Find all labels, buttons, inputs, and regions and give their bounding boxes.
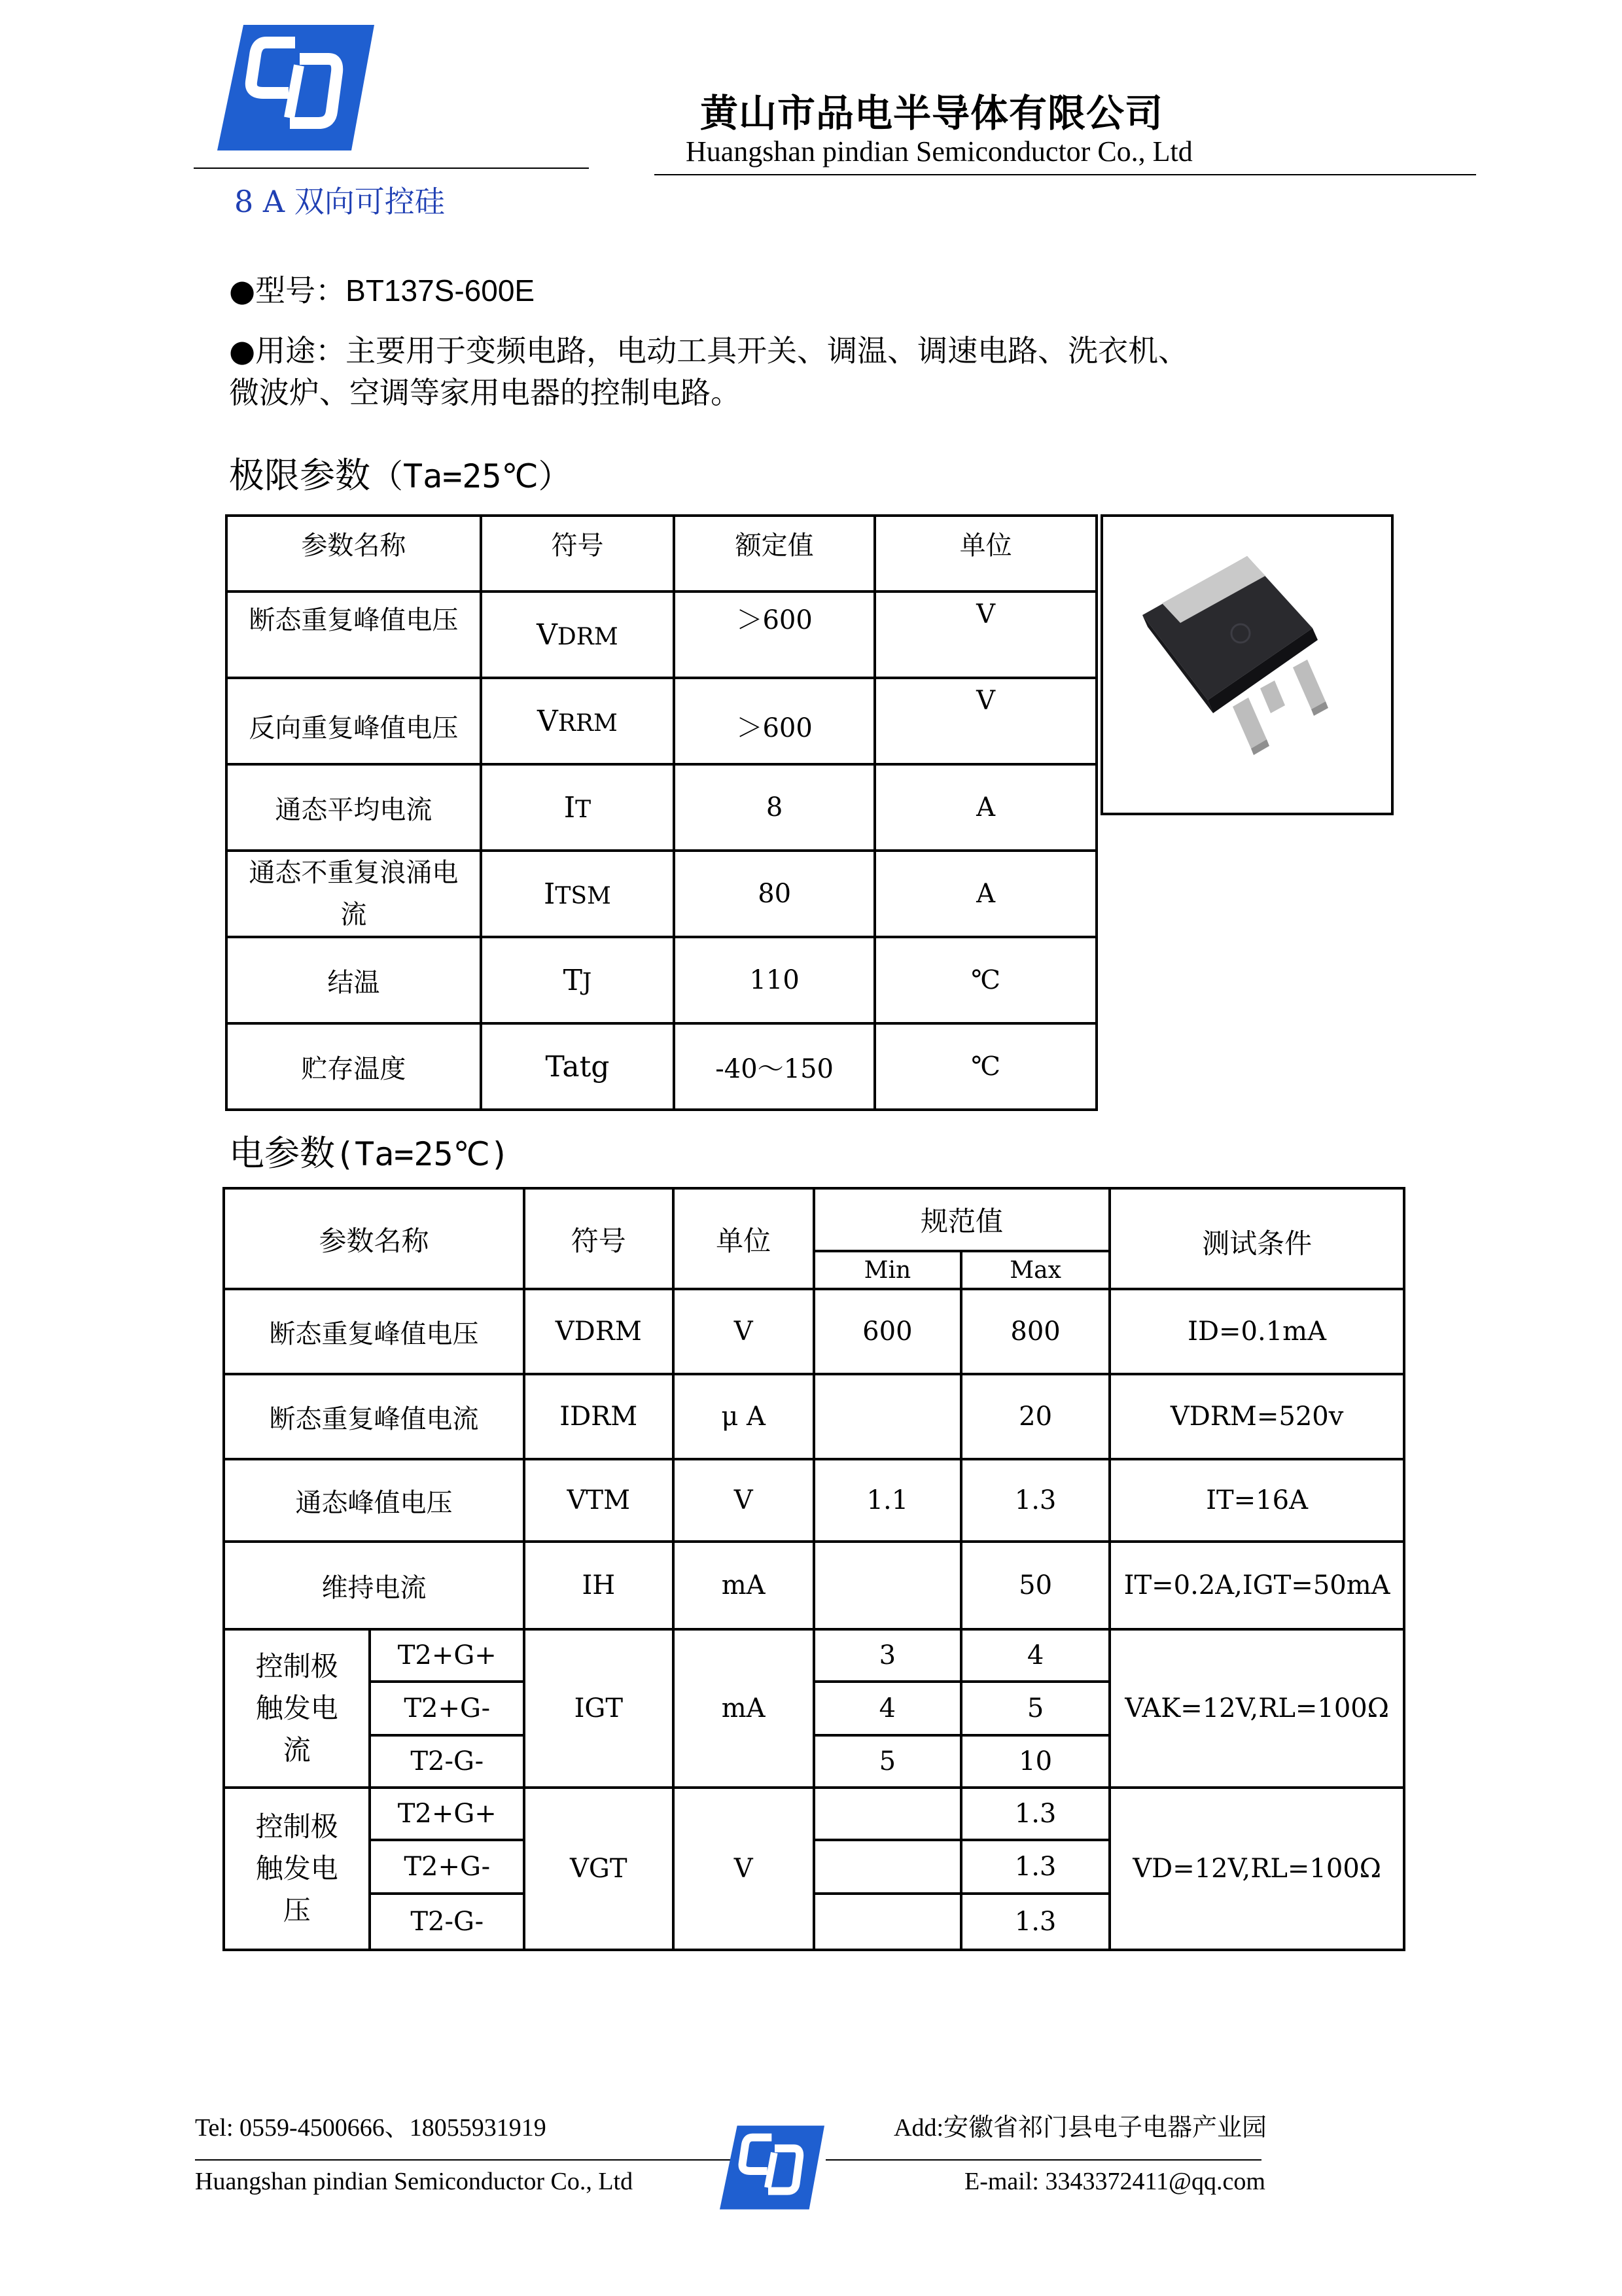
elec-table	[222, 1187, 1405, 1951]
igt-name: 控制极触发电流	[224, 1629, 370, 1788]
igt-min: 3	[814, 1629, 961, 1682]
usage-line-1: ●用途：主要用于变频电路，电动工具开关、调温、调速电路、洗衣机、	[229, 333, 1189, 368]
product-photo	[1101, 514, 1394, 815]
limits-row	[226, 764, 1097, 851]
footer-address: Add:安徽省祁门县电子电器产业园	[894, 2114, 1267, 2142]
elec-cell-min: 1.1	[814, 1459, 961, 1542]
elec-header-name: 参数名称	[224, 1188, 524, 1289]
limits-cell-unit: ℃	[875, 1023, 1097, 1110]
limits-cell-unit: A	[875, 851, 1097, 937]
elec-header-symbol: 符号	[524, 1188, 673, 1289]
igt-max: 4	[961, 1629, 1110, 1682]
vgt-unit: V	[673, 1788, 814, 1950]
limits-row	[226, 937, 1097, 1023]
footer-rule-left	[195, 2159, 732, 2161]
vgt-mode: T2+G+	[370, 1788, 524, 1840]
igt-min: 5	[814, 1735, 961, 1788]
elec-cell-min	[814, 1542, 961, 1629]
igt-symbol: IGT	[524, 1629, 673, 1788]
model-value: BT137S-600E	[345, 274, 535, 308]
company-name-cn: 黄山市品电半导体有限公司	[700, 91, 1164, 135]
elec-title	[229, 1125, 510, 1176]
igt-row	[224, 1629, 1404, 1682]
footer-company: Huangshan pindian Semiconductor Co., Ltd	[195, 2168, 633, 2195]
limits-title-cn: 极限参数	[229, 455, 370, 496]
elec-cell-condition: VDRM=520v	[1110, 1374, 1404, 1459]
elec-header-unit: 单位	[673, 1188, 814, 1289]
limits-cell-symbol	[481, 592, 674, 678]
elec-cell-symbol: IH	[524, 1542, 673, 1629]
vgt-min	[814, 1894, 961, 1950]
elec-cell-max: 800	[961, 1289, 1110, 1374]
elec-title-cn: 电参数	[229, 1133, 335, 1174]
elec-cell-unit: V	[673, 1289, 814, 1374]
limits-cell-name: 断态重复峰值电压	[226, 592, 481, 678]
elec-cell-unit: μ A	[673, 1374, 814, 1459]
limits-cell-value: 110	[674, 937, 875, 1023]
vgt-row	[224, 1788, 1404, 1840]
elec-cell-symbol: VTM	[524, 1459, 673, 1542]
symbol-main: I	[563, 790, 576, 824]
limits-row	[226, 851, 1097, 937]
elec-cell-min	[814, 1374, 961, 1459]
elec-header-min: Min	[814, 1251, 961, 1289]
elec-cell-name: 断态重复峰值电压	[224, 1289, 524, 1374]
elec-header-spec: 规范值	[814, 1188, 1110, 1251]
limits-header-unit: 单位	[875, 516, 1097, 592]
elec-cell-condition: IT=0.2A,IGT=50mA	[1110, 1542, 1404, 1629]
limits-table	[225, 514, 1098, 1111]
vgt-min	[814, 1788, 961, 1840]
elec-cell-max: 1.3	[961, 1459, 1110, 1542]
igt-unit: mA	[673, 1629, 814, 1788]
igt-condition: VAK=12V,RL=100Ω	[1110, 1629, 1404, 1788]
vgt-mode: T2-G-	[370, 1894, 524, 1950]
elec-cell-unit: mA	[673, 1542, 814, 1629]
limits-title-cond: （Ta=25℃）	[370, 457, 571, 495]
company-name-en: Huangshan pindian Semiconductor Co., Ltd	[686, 135, 1193, 168]
elec-cell-min: 600	[814, 1289, 961, 1374]
limits-cell-unit: V	[875, 678, 1097, 764]
elec-cell-unit: V	[673, 1459, 814, 1542]
header-rule-right	[654, 174, 1476, 175]
limits-cell-symbol	[481, 764, 674, 851]
igt-mode: T2-G-	[370, 1735, 524, 1788]
symbol-sub: J	[582, 968, 592, 996]
limits-cell-name: 通态不重复浪涌电流	[226, 851, 481, 937]
elec-cell-name: 维持电流	[224, 1542, 524, 1629]
igt-mode: T2+G+	[370, 1629, 524, 1682]
limits-cell-name: 通态平均电流	[226, 764, 481, 851]
symbol-main: Tatg	[545, 1050, 610, 1084]
elec-cell-max: 20	[961, 1374, 1110, 1459]
limits-cell-value: ＞600	[674, 592, 875, 678]
limits-title	[229, 448, 571, 498]
igt-max: 10	[961, 1735, 1110, 1788]
elec-cell-condition: ID=0.1mA	[1110, 1289, 1404, 1374]
symbol-main: V	[537, 618, 557, 652]
limits-cell-unit: V	[875, 592, 1097, 678]
symbol-main: I	[543, 877, 555, 911]
limits-cell-symbol	[481, 1023, 674, 1110]
limits-header-rating: 额定值	[674, 516, 875, 592]
vgt-max: 1.3	[961, 1840, 1110, 1894]
limits-row	[226, 678, 1097, 764]
igt-min: 4	[814, 1682, 961, 1735]
elec-row	[224, 1289, 1404, 1374]
elec-cell-symbol: VDRM	[524, 1289, 673, 1374]
vgt-name: 控制极触发电压	[224, 1788, 370, 1950]
vgt-min	[814, 1840, 961, 1894]
limits-cell-name: 反向重复峰值电压	[226, 678, 481, 764]
elec-row	[224, 1459, 1404, 1542]
limits-cell-value: 8	[674, 764, 875, 851]
symbol-main: V	[537, 704, 558, 738]
limits-header-symbol: 符号	[481, 516, 674, 592]
vgt-condition: VD=12V,RL=100Ω	[1110, 1788, 1404, 1950]
triac-package-image	[1103, 517, 1391, 813]
igt-max: 5	[961, 1682, 1110, 1735]
elec-cell-name: 通态峰值电压	[224, 1459, 524, 1542]
limits-cell-name: 贮存温度	[226, 1023, 481, 1110]
header-rule-left	[194, 168, 589, 169]
vgt-mode: T2+G-	[370, 1840, 524, 1894]
limits-cell-value: -40～150	[674, 1023, 875, 1110]
usage-line-2: 微波炉、空调等家用电器的控制电路。	[229, 375, 741, 410]
vgt-symbol: VGT	[524, 1788, 673, 1950]
elec-cell-max: 50	[961, 1542, 1110, 1629]
symbol-main: T	[563, 963, 582, 997]
symbol-sub: RRM	[557, 709, 618, 737]
limits-row	[226, 1023, 1097, 1110]
limits-cell-unit: A	[875, 764, 1097, 851]
elec-title-cond: (Ta=25℃)	[335, 1135, 510, 1173]
footer-logo-icon	[720, 2120, 824, 2212]
elec-cell-condition: IT=16A	[1110, 1459, 1404, 1542]
limits-cell-value: ＞600	[674, 678, 875, 764]
igt-mode: T2+G-	[370, 1682, 524, 1735]
limits-cell-name: 结温	[226, 937, 481, 1023]
elec-row	[224, 1542, 1404, 1629]
vgt-max: 1.3	[961, 1788, 1110, 1840]
elec-header-condition: 测试条件	[1110, 1188, 1404, 1289]
elec-cell-symbol: IDRM	[524, 1374, 673, 1459]
elec-header-max: Max	[961, 1251, 1110, 1289]
elec-row	[224, 1374, 1404, 1459]
limits-cell-unit: ℃	[875, 937, 1097, 1023]
limits-cell-value: 80	[674, 851, 875, 937]
limits-cell-symbol	[481, 937, 674, 1023]
limits-cell-symbol	[481, 851, 674, 937]
company-logo-icon	[217, 20, 374, 150]
model-line	[229, 267, 535, 310]
symbol-sub: DRM	[557, 623, 618, 650]
footer-email: E-mail: 3343372411@qq.com	[964, 2168, 1265, 2195]
product-subtitle: 8 A 双向可控硅	[234, 184, 445, 219]
limits-cell-symbol	[481, 678, 674, 764]
limits-row	[226, 592, 1097, 678]
elec-cell-name: 断态重复峰值电流	[224, 1374, 524, 1459]
symbol-sub: T	[575, 796, 591, 823]
model-label: ●型号：	[229, 273, 346, 308]
symbol-sub: TSM	[555, 882, 611, 910]
limits-header-name: 参数名称	[226, 516, 481, 592]
footer-tel: Tel: 0559-4500666、18055931919	[195, 2114, 546, 2142]
vgt-max: 1.3	[961, 1894, 1110, 1950]
footer-rule-right	[826, 2159, 1261, 2161]
